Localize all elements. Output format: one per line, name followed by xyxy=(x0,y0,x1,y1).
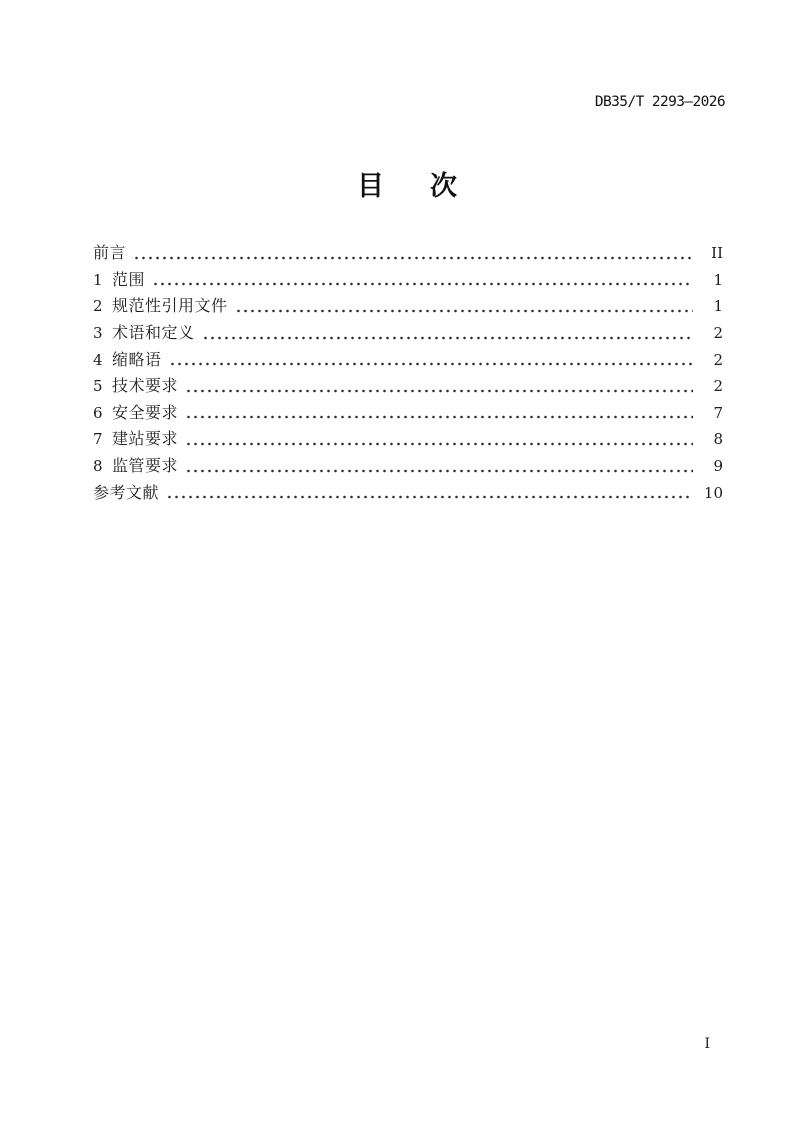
toc-entry-page: 2 xyxy=(713,350,723,369)
toc-dot-leader xyxy=(133,240,693,267)
toc-entry-label: 建站要求 xyxy=(112,429,179,449)
toc-entry-label: 前言 xyxy=(93,243,127,262)
toc-entry-label: 安全要求 xyxy=(112,402,179,422)
toc-entry-page: 2 xyxy=(713,377,723,396)
toc-dot-leader xyxy=(152,267,693,294)
toc-entry-label: 参考文献 xyxy=(93,482,160,502)
toc-dot-leader xyxy=(185,453,693,480)
toc-entry-label: 范围 xyxy=(112,269,146,289)
toc-entry xyxy=(93,400,723,427)
standard-code-header: DB35/T 2293—2026 xyxy=(594,94,725,110)
toc-entry xyxy=(93,267,723,294)
toc-dot-leader xyxy=(185,400,693,427)
toc-entry xyxy=(93,293,723,320)
toc-entry-page: 10 xyxy=(703,483,723,502)
toc-entry-number: 8 xyxy=(93,457,103,476)
toc-entry-page: 1 xyxy=(713,270,723,289)
toc-entry-number: 5 xyxy=(93,377,103,396)
toc-dot-leader xyxy=(202,320,693,347)
footer-page-number: I xyxy=(704,1036,710,1052)
toc-dot-leader xyxy=(185,426,693,453)
page-title xyxy=(0,164,800,203)
toc-dot-leader xyxy=(235,293,693,320)
toc-entry-number: 1 xyxy=(93,270,103,289)
table-of-contents xyxy=(93,240,723,506)
page-title-char-2: 次 xyxy=(430,171,457,202)
toc-entry-page: 7 xyxy=(713,403,723,422)
toc-entry-number: 6 xyxy=(93,403,103,422)
toc-dot-leader xyxy=(185,373,693,400)
toc-entry xyxy=(93,480,723,507)
toc-entry-number: 3 xyxy=(93,323,103,342)
toc-entry-page: 8 xyxy=(713,430,723,449)
toc-entry-page: 1 xyxy=(713,297,723,316)
toc-entry-page: 2 xyxy=(713,323,723,342)
toc-dot-leader xyxy=(166,480,693,507)
toc-entry xyxy=(93,347,723,374)
toc-entry-number: 2 xyxy=(93,297,103,316)
toc-entry xyxy=(93,373,723,400)
toc-entry-label: 术语和定义 xyxy=(112,322,195,342)
toc-entry-label: 缩略语 xyxy=(112,349,162,369)
toc-entry xyxy=(93,426,723,453)
page-title-char-1: 目 xyxy=(357,171,384,202)
toc-entry-page: 9 xyxy=(713,457,723,476)
toc-entry xyxy=(93,240,723,267)
toc-entry-number: 4 xyxy=(93,350,103,369)
toc-entry-label: 技术要求 xyxy=(112,376,179,396)
toc-entry xyxy=(93,320,723,347)
toc-entry-page: II xyxy=(711,244,723,262)
toc-entry xyxy=(93,453,723,480)
toc-dot-leader xyxy=(169,347,693,374)
toc-entry-number: 7 xyxy=(93,430,103,449)
toc-entry-label: 监管要求 xyxy=(112,456,179,476)
toc-entry-label: 规范性引用文件 xyxy=(112,296,228,316)
